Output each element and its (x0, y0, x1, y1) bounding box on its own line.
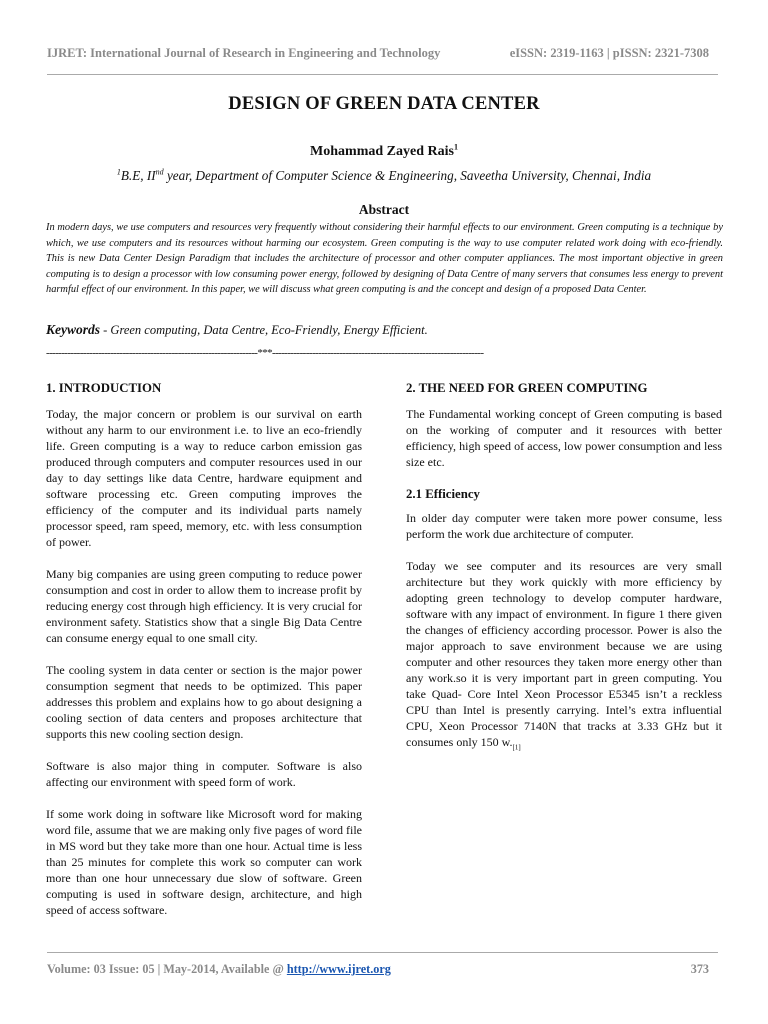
efficiency-paragraph-1: In older day computer were taken more power consume, less perform the work due architecture of computer. (406, 511, 722, 541)
affil-nd: nd (155, 167, 164, 177)
journal-header: IJRET: International Journal of Research in Engineering and Technology (47, 46, 441, 60)
author-sup: 1 (453, 142, 458, 152)
intro-paragraph-2: Many big companies are using green computing to reduce power consumption and cost in order to allow them to increase profit by reducing energy cost through high efficiency. It is very crucial for environment safety. Statistics show that a single Big Data Centre can consume energy equal to one small city. (46, 567, 362, 645)
footer-volume (47, 962, 391, 977)
intro-paragraph-4: Software is also major thing in computer. Software is also affecting our environment with speed form of work. (46, 759, 362, 789)
paper-title: DESIGN OF GREEN DATA CENTER (228, 94, 540, 114)
author-line (0, 144, 768, 160)
separator: ---------------------------------------------------------------------***--------------------------------------------------------------------- (46, 347, 484, 359)
left-column (46, 380, 362, 934)
affil-post: year, Department of Computer Science & Engineering, Saveetha University, Chennai, India (163, 168, 652, 183)
affiliation (0, 168, 768, 184)
intro-paragraph-1: Today, the major concern or problem is our survival on earth without any harm to our environment i.e. to live an eco-friendly life. Green computing is a way to reduce carbon emission gas produced through computers and computer resources used in our day to day settings like data Centre, hardware equipment and software processing etc. Green computing improves the efficiency of the computer and its individual parts namely processor speed, ram speed, memory, etc. with less consumption of power. (46, 407, 362, 549)
intro-paragraph-3: The cooling system in data center or section is the major power consumption segment that needs to be optimized. This paper addresses this problem and explains how to go about designing a cooling section of data centers and proposes architecture that supports this new cooling section design. (46, 663, 362, 741)
affil-pre: B.E, II (120, 168, 156, 183)
footer-rule (47, 952, 718, 953)
efficiency-paragraph-2-wrap (406, 558, 722, 755)
need-paragraph-1: The Fundamental working concept of Green computing is based on the working of computer and it resources with better efficiency, high speed of access, low power consumption and less size etc. (406, 407, 722, 469)
efficiency-heading: 2.1 Efficiency (406, 487, 480, 501)
citation-ref: [1] (512, 743, 521, 752)
header-rule (47, 74, 718, 75)
author-name: Mohammad Zayed Rais (310, 144, 454, 159)
intro-paragraph-5: If some work doing in software like Microsoft word for making word file, assume that we are making only five pages of word file in MS word but they take more than one hour. Actual time is less than 25 minutes for complete this work so computer can work more than one hour unnecessary due slow of software. Green computing is used in software design, architecture, and high speed of access software. (46, 807, 362, 917)
abstract-heading: Abstract (358, 202, 410, 217)
footer-volume-text: Volume: 03 Issue: 05 | May-2014, Available @ (47, 962, 287, 976)
issn-header: eISSN: 2319-1163 | pISSN: 2321-7308 (509, 46, 709, 60)
affil-sup: 1 (116, 167, 121, 177)
keywords-label: Keywords (46, 322, 100, 337)
right-column (406, 380, 722, 771)
intro-heading: 1. INTRODUCTION (46, 381, 162, 395)
abstract-text: In modern days, we use computers and resources very frequently without considering their harmful effects to our environment. Green computing is a technique by which, we use computers and its resources without harming our ecosystem. Green computing is the way to use computer related work doing with eco-friendly. This is new Data Center Design Paradigm that includes the architecture of processor and other computer appliances. The most important objective in green computing is to design a processor with low consuming power energy, followed by designing of Data Centre of many servers that consumes less energy to prevent harmful effect of our environment. In this paper, we will discuss what green computing is and the concept and design of a proposed Data Center. (46, 222, 723, 295)
keywords-line (46, 322, 428, 338)
need-heading: 2. THE NEED FOR GREEN COMPUTING (406, 381, 648, 395)
journal-website-link[interactable]: http://www.ijret.org (286, 962, 391, 976)
keywords-text: - Green computing, Data Centre, Eco-Friendly, Energy Efficient. (100, 323, 428, 337)
page-number: 373 (690, 962, 709, 976)
efficiency-paragraph-2: Today we see computer and its resources are very small architecture but they work quickly with more efficiency by adopting green technology to develop computer hardware, software with any impact of environment. In figure 1 there given the changes of efficiency according processor. Power is also the major approach to save environment because we are using computer and other resources they taken more energy other than any work.so it is very important part in green computing. You take Quad- Core Intel Xeon Processor E5345 isn’t a reckless CPU than Intel is presently carrying. Intel’s extra influential CPU, Xeon Processor 7140N that tracks at 3.33 GHz but it consumes only 150 w. (406, 559, 722, 749)
